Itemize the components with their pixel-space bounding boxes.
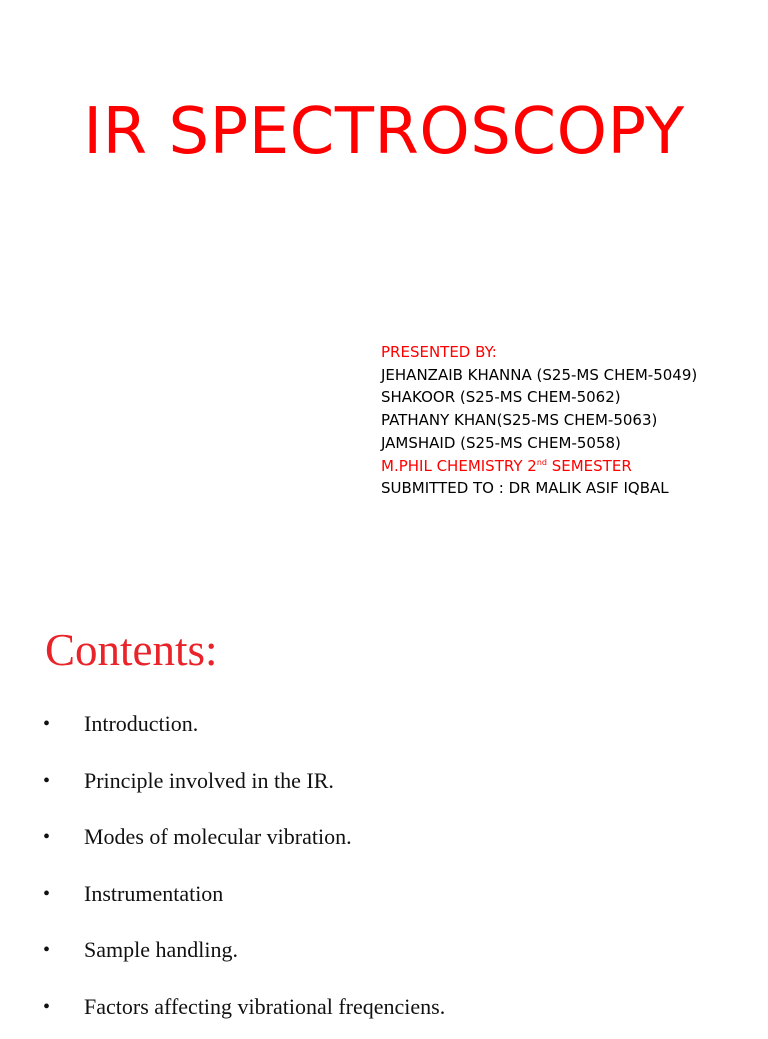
- presenter-name: JAMSHAID (S25-MS CHEM-5058): [381, 432, 697, 455]
- bullet-icon: •: [43, 813, 50, 861]
- presenter-name: JEHANZAIB KHANNA (S25-MS CHEM-5049): [381, 364, 697, 387]
- program-line: [381, 455, 697, 478]
- program-semester: SEMESTER: [547, 457, 632, 475]
- bullet-icon: •: [43, 757, 50, 805]
- list-item-text: Principle involved in the IR.: [84, 757, 334, 805]
- list-item: [0, 983, 768, 1039]
- contents-list: [0, 700, 768, 1039]
- list-item-text: Factors affecting vibrational freqenciens.: [84, 983, 445, 1031]
- list-item: [0, 700, 768, 757]
- bullet-icon: •: [43, 983, 50, 1031]
- presenters-block: [381, 341, 697, 500]
- slide-title: IR SPECTROSCOPY: [0, 92, 768, 172]
- contents-heading: Contents:: [45, 622, 218, 678]
- list-item-text: Sample handling.: [84, 926, 238, 974]
- presented-by-label: PRESENTED BY:: [381, 341, 697, 364]
- submitted-to-line: SUBMITTED TO : DR MALIK ASIF IQBAL: [381, 477, 697, 500]
- list-item: [0, 926, 768, 983]
- list-item: [0, 870, 768, 927]
- presenter-name: SHAKOOR (S25-MS CHEM-5062): [381, 386, 697, 409]
- bullet-icon: •: [43, 700, 50, 748]
- list-item: [0, 757, 768, 814]
- list-item-text: Modes of molecular vibration.: [84, 813, 352, 861]
- list-item-text: Instrumentation: [84, 870, 223, 918]
- program-name: M.PHIL CHEMISTRY 2: [381, 457, 537, 475]
- list-item-text: Introduction.: [84, 700, 198, 748]
- bullet-icon: •: [43, 870, 50, 918]
- presenter-name: PATHANY KHAN(S25-MS CHEM-5063): [381, 409, 697, 432]
- program-ordinal-suffix: nd: [537, 458, 547, 467]
- list-item: [0, 813, 768, 870]
- bullet-icon: •: [43, 926, 50, 974]
